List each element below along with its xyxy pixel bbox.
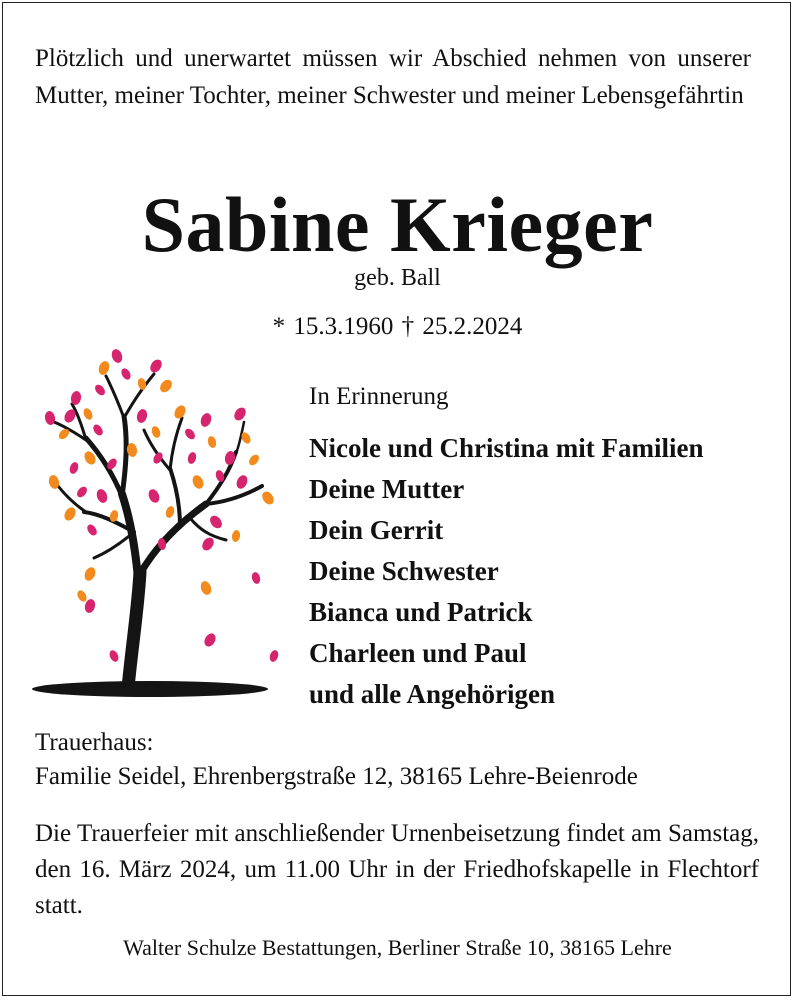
mourner-line: Nicole und Christina mit Familien (309, 433, 704, 463)
mourner-line: Deine Schwester (309, 556, 499, 586)
mourner-line: Deine Mutter (309, 474, 465, 504)
intro-text: Plötzlich und unerwartet müssen wir Abschied nehmen von unserer Mutter, meiner Tochter, meiner Schwester und meiner Lebensgefährtin (35, 45, 751, 109)
autumn-tree-icon (30, 346, 280, 701)
mourner-line: Bianca und Patrick (309, 597, 533, 627)
mourner-line: und alle Angehörigen (309, 679, 556, 709)
deceased-name: Sabine Krieger (141, 181, 654, 268)
mourner-line: Dein Gerrit (309, 515, 444, 545)
mourning-house-address: Familie Seidel, Ehrenbergstraße 12, 38165 Lehre-Beienrode (35, 763, 638, 790)
life-dates: * 15.3.1960 † 25.2.2024 (272, 313, 523, 340)
mourner-line: Charleen und Paul (309, 638, 527, 668)
mourning-house-label: Trauerhaus: (35, 729, 154, 756)
mourners-list (309, 428, 704, 715)
service-text: Die Trauerfeier mit anschließender Urnenbeisetzung findet am Samstag, den 16. März 2024, um 11.00 Uhr in der Friedhofskapelle in Flechtorf statt. (35, 820, 759, 919)
birth-name: geb. Ball (354, 265, 441, 291)
remembrance-heading: In Erinnerung (309, 383, 449, 410)
undertaker-line: Walter Schulze Bestattungen, Berliner Straße 10, 38165 Lehre (123, 935, 672, 960)
